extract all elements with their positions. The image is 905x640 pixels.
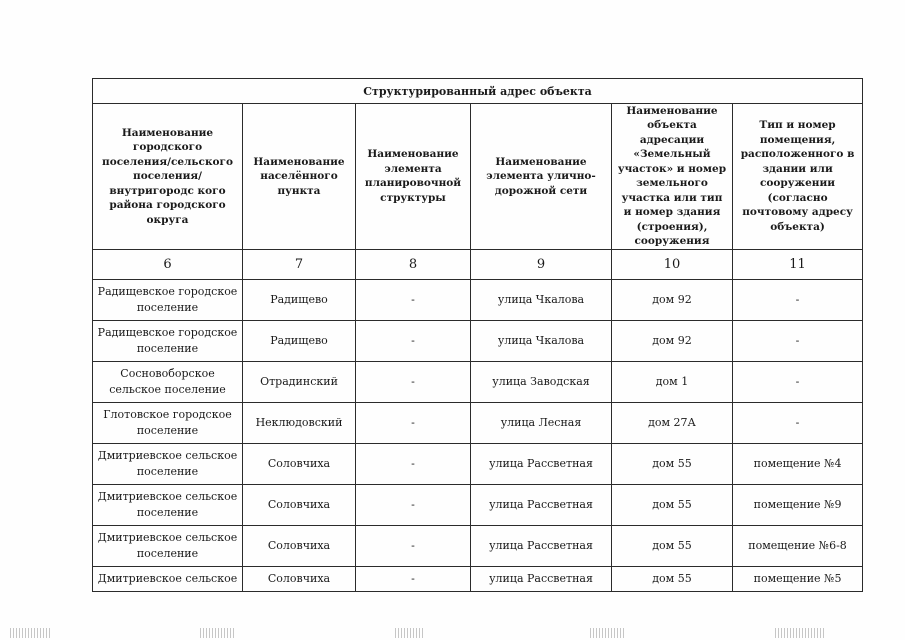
scan-noise <box>775 628 825 638</box>
planning-element-cell: - <box>356 279 471 320</box>
premises-cell: помещение №9 <box>733 484 863 525</box>
table-row <box>93 279 863 320</box>
settlement-cell: Дмитриевское сельское поселение <box>93 484 243 525</box>
street-cell: улица Рассветная <box>471 443 612 484</box>
street-cell: улица Рассветная <box>471 525 612 566</box>
premises-cell: - <box>733 320 863 361</box>
planning-element-cell: - <box>356 443 471 484</box>
scan-noise <box>10 628 50 638</box>
locality-cell: Радищево <box>243 279 356 320</box>
building-cell: дом 55 <box>612 525 733 566</box>
scan-noise <box>395 628 425 638</box>
locality-cell: Неклюдовский <box>243 402 356 443</box>
building-cell: дом 55 <box>612 484 733 525</box>
premises-cell: - <box>733 402 863 443</box>
street-cell: улица Рассветная <box>471 566 612 591</box>
header-row <box>93 104 863 250</box>
settlement-cell: Радищевское городское поселение <box>93 279 243 320</box>
premises-cell: - <box>733 361 863 402</box>
scan-noise <box>200 628 235 638</box>
locality-cell: Соловчиха <box>243 525 356 566</box>
premises-cell: помещение №6-8 <box>733 525 863 566</box>
premises-cell: - <box>733 279 863 320</box>
premises-cell: помещение №4 <box>733 443 863 484</box>
settlement-cell: Дмитриевское сельское поселение <box>93 525 243 566</box>
locality-cell: Соловчиха <box>243 484 356 525</box>
locality-cell: Соловчиха <box>243 566 356 591</box>
settlement-cell: Сосновоборское сельское поселение <box>93 361 243 402</box>
header-building: Наименование объекта адресации «Земельный участок» и номер земельного участка или тип и номер здания (строения), сооружения <box>612 104 733 250</box>
settlement-cell: Радищевское городское поселение <box>93 320 243 361</box>
table-row <box>93 361 863 402</box>
table-row <box>93 402 863 443</box>
street-cell: улица Чкалова <box>471 320 612 361</box>
settlement-cell: Дмитриевское сельское <box>93 566 243 591</box>
settlement-cell: Глотовское городское поселение <box>93 402 243 443</box>
column-number: 7 <box>243 249 356 279</box>
column-number: 6 <box>93 249 243 279</box>
header-street: Наименование элемента улично-дорожной сети <box>471 104 612 250</box>
planning-element-cell: - <box>356 525 471 566</box>
building-cell: дом 1 <box>612 361 733 402</box>
address-table <box>92 78 863 592</box>
scan-noise <box>590 628 625 638</box>
header-settlement: Наименование городского поселения/сельского поселения/внутригородс кого района городского округа <box>93 104 243 250</box>
table-caption: Структурированный адрес объекта <box>93 79 863 104</box>
locality-cell: Соловчиха <box>243 443 356 484</box>
table-row <box>93 484 863 525</box>
planning-element-cell: - <box>356 320 471 361</box>
street-cell: улица Лесная <box>471 402 612 443</box>
settlement-cell: Дмитриевское сельское поселение <box>93 443 243 484</box>
building-cell: дом 55 <box>612 566 733 591</box>
column-number: 9 <box>471 249 612 279</box>
column-number: 8 <box>356 249 471 279</box>
street-cell: улица Чкалова <box>471 279 612 320</box>
table-row <box>93 443 863 484</box>
building-cell: дом 92 <box>612 320 733 361</box>
building-cell: дом 55 <box>612 443 733 484</box>
table-row <box>93 320 863 361</box>
header-planning-element: Наименование элемента планировочной структуры <box>356 104 471 250</box>
header-premises: Тип и номер помещения, расположенного в здании или сооружении (согласно почтовому адресу объекта) <box>733 104 863 250</box>
locality-cell: Отрадинский <box>243 361 356 402</box>
premises-cell: помещение №5 <box>733 566 863 591</box>
planning-element-cell: - <box>356 361 471 402</box>
table-row <box>93 525 863 566</box>
building-cell: дом 27А <box>612 402 733 443</box>
street-cell: улица Рассветная <box>471 484 612 525</box>
table-row <box>93 566 863 591</box>
column-number: 10 <box>612 249 733 279</box>
street-cell: улица Заводская <box>471 361 612 402</box>
column-number-row <box>93 249 863 279</box>
planning-element-cell: - <box>356 566 471 591</box>
planning-element-cell: - <box>356 402 471 443</box>
column-number: 11 <box>733 249 863 279</box>
locality-cell: Радищево <box>243 320 356 361</box>
header-locality: Наименование населённого пункта <box>243 104 356 250</box>
planning-element-cell: - <box>356 484 471 525</box>
building-cell: дом 92 <box>612 279 733 320</box>
